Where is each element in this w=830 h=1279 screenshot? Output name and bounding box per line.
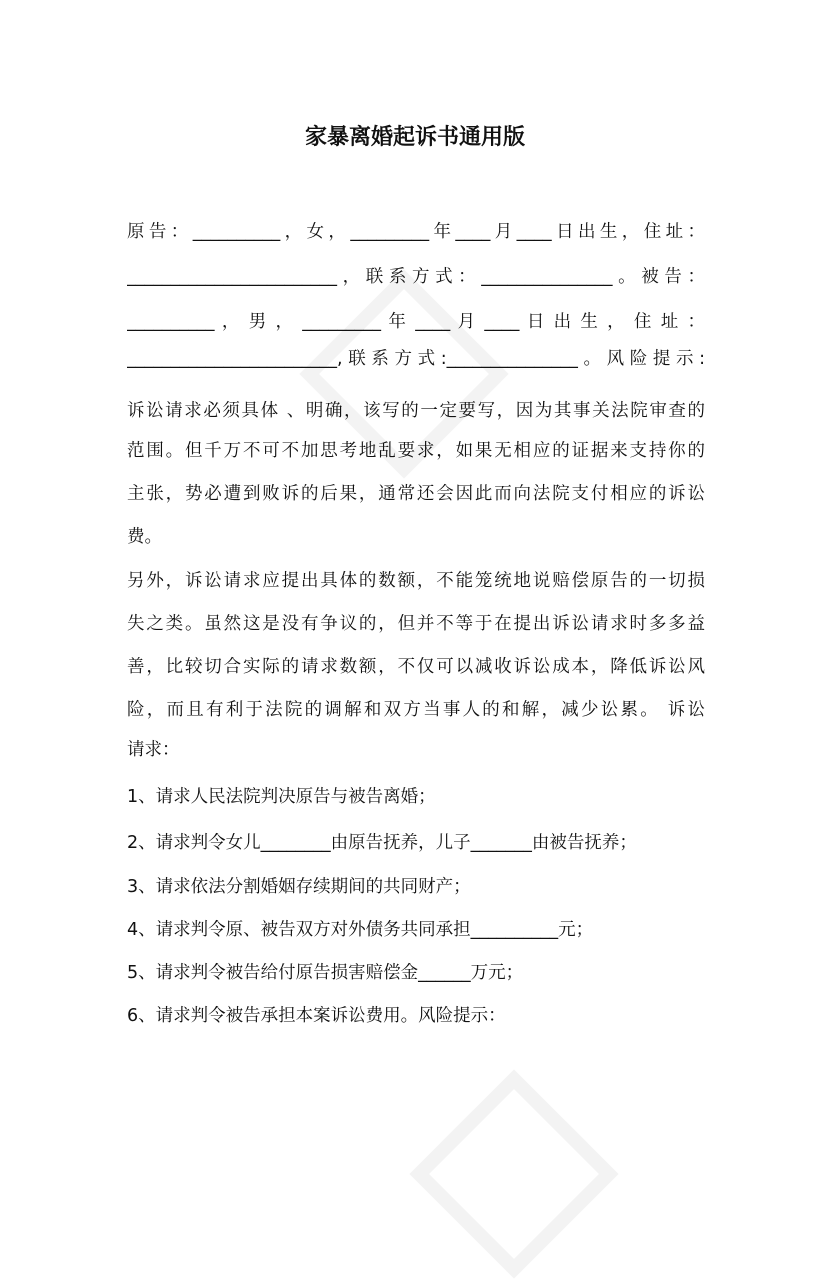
document-line: 善，比较切合实际的请求数额，不仅可以减收诉讼成本，降低诉讼风 (127, 657, 705, 677)
document-line: 诉讼请求必须具体 、明确，该写的一定要写，因为其事关法院审查的 (127, 401, 705, 421)
document-line: 6、请求判令被告承担本案诉讼费用。风险提示： (127, 1006, 506, 1026)
document-line: __________ ， 男 ， _________ 年 ____ 月 ____ 日 出 生 ， 住 址 ： (127, 312, 705, 332)
document-line: 请求： (127, 740, 180, 760)
document-line: 原告：__________，女，_________年____月____日出生，住址： (127, 222, 705, 242)
document-line: 1、请求人民法院判决原告与被告离婚； (127, 787, 436, 807)
document-line: 5、请求判令被告给付原告损害赔偿金______万元； (127, 963, 524, 983)
document-line: 范围。但千万不可不加思考地乱要求，如果无相应的证据来支持你的 (127, 441, 705, 461)
document-line: 2、请求判令女儿________由原告抚养，儿子_______由被告抚养； (127, 833, 637, 853)
document-line: 主张，势必遭到败诉的后果，通常还会因此而向法院支付相应的诉讼 (127, 484, 705, 504)
document-line: 另外，诉讼请求应提出具体的数额，不能笼统地说赔偿原告的一切损 (127, 571, 705, 591)
watermark (409, 1069, 618, 1278)
document-line: 4、请求判令原、被告双方对外债务共同承担__________元； (127, 920, 594, 940)
document-title: 家暴离婚起诉书通用版 (304, 125, 525, 150)
document-line: 3、请求依法分割婚姻存续期间的共同财产； (127, 877, 471, 897)
document-line: 费。 (127, 527, 162, 547)
document-line: 失之类。虽然这是没有争议的，但并不等于在提出诉讼请求时多多益 (127, 614, 705, 634)
document-line: ________________________，联系方式：_______________。被告： (127, 267, 705, 287)
document-line: ________________________,联系方式:_______________。风险提示: (127, 349, 705, 369)
document-line: 险，而且有利于法院的调解和双方当事人的和解，减少讼累。 诉讼 (127, 700, 705, 720)
